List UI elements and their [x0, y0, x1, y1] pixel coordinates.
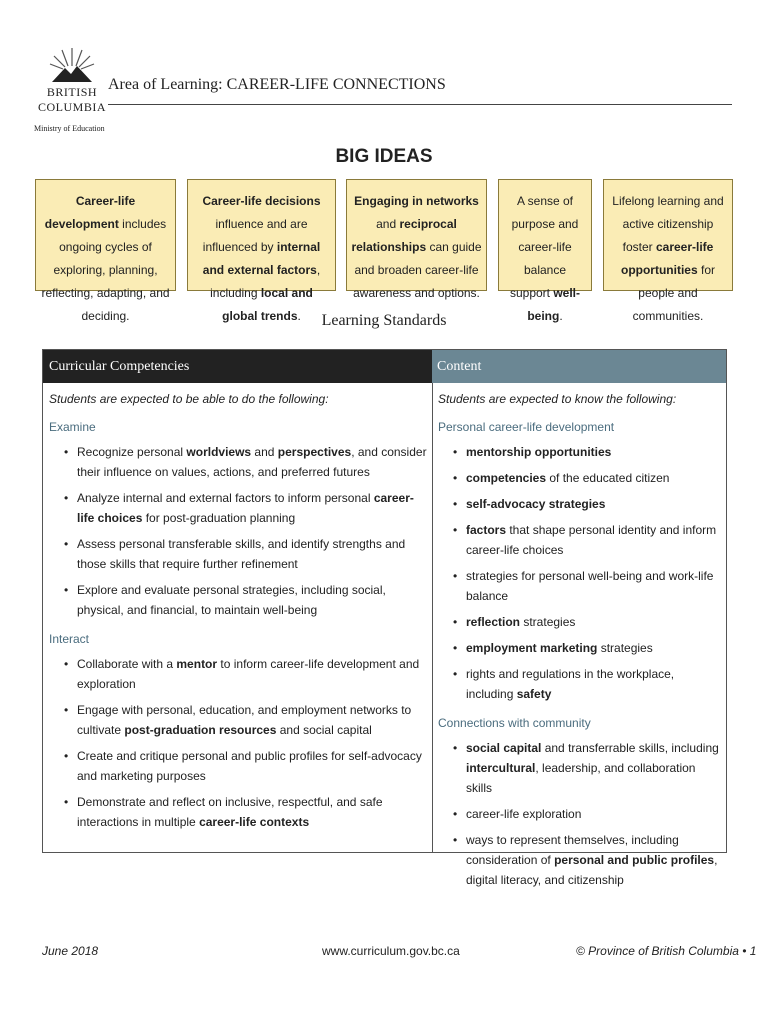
text-run: Recognize personal	[77, 445, 187, 459]
text-run: Engage with personal, education, and employment networks to cultivate	[77, 703, 412, 737]
big-idea-card	[498, 179, 592, 323]
list-item	[438, 664, 723, 704]
learning-standards-title: Learning Standards	[321, 312, 447, 329]
logo-line-british: BRITISH	[46, 85, 98, 99]
bullet-icon: •	[453, 667, 458, 681]
text-run: Demonstrate and reflect on inclusive, respectful, and safe interactions in multiple	[77, 795, 383, 829]
learning-standards-table	[42, 349, 727, 887]
text-run: that shape personal identity and inform career-life choices	[466, 523, 717, 557]
text-run: to inform career-life development and exploration	[77, 657, 420, 691]
logo-line-columbia: COLUMBIA	[37, 100, 106, 114]
area-of-learning-title: Area of Learning: CAREER-LIFE CONNECTIONS	[108, 76, 446, 93]
text-run: ways to represent themselves, including consideration of	[466, 833, 679, 867]
bold-term: local and global trends	[222, 286, 313, 323]
bold-term: well-being	[527, 286, 581, 323]
bullet-icon: •	[453, 615, 458, 629]
text-run: Explore and evaluate personal strategies, including social, physical, and financial, to maintain well-being	[77, 583, 386, 617]
bold-term: factors	[466, 523, 507, 537]
bullet-list	[438, 738, 723, 890]
content-header: Content	[432, 350, 726, 383]
section-heading: Interact	[49, 632, 90, 646]
competencies-column	[49, 390, 427, 838]
header-divider	[108, 104, 732, 105]
text-run: Lifelong learning and active citizenship foster	[612, 194, 724, 254]
list-item	[438, 804, 723, 824]
bold-term: competencies	[466, 471, 547, 485]
text-run: Assess personal transferable skills, and identify strengths and those skills that require further refinement	[77, 537, 406, 571]
text-run: and	[251, 445, 278, 459]
bullet-icon: •	[64, 537, 69, 551]
list-item	[438, 494, 723, 514]
text-run: can guide and broaden career-life awareness and options.	[353, 240, 482, 300]
bold-term: Engaging in networks	[354, 194, 479, 208]
text-run: Analyze internal and external factors to inform personal	[77, 491, 374, 505]
list-item	[49, 700, 427, 740]
list-item	[438, 468, 723, 488]
bullet-list	[438, 442, 723, 704]
content-intro: Students are expected to know the following:	[438, 392, 677, 406]
list-item	[438, 638, 723, 658]
bold-term: social capital	[466, 741, 542, 755]
big-idea-card	[187, 179, 336, 323]
bullet-icon: •	[453, 641, 458, 655]
text-run: strategies	[597, 641, 653, 655]
list-item	[438, 442, 723, 462]
bullet-icon: •	[64, 583, 69, 597]
bold-term: intercultural	[466, 761, 536, 775]
text-run: Collaborate with a	[77, 657, 177, 671]
list-item	[49, 488, 427, 528]
bc-logo	[34, 44, 110, 133]
bold-term: employment marketing	[466, 641, 598, 655]
bold-term: Career-life development	[44, 194, 136, 231]
text-run: includes ongoing cycles of exploring, planning, reflecting, adapting, and deciding.	[41, 217, 170, 323]
list-item	[49, 792, 427, 832]
bold-term: perspectives	[277, 445, 352, 459]
list-item	[438, 738, 723, 798]
bold-term: personal and public profiles	[554, 853, 715, 867]
text-run: .	[297, 309, 301, 323]
bullet-icon: •	[453, 471, 458, 485]
section-heading: Connections with community	[438, 716, 591, 730]
bold-term: worldviews	[186, 445, 252, 459]
list-item	[49, 580, 427, 620]
sun-mountain-icon	[49, 44, 95, 84]
bold-term: post-graduation resources	[124, 723, 277, 737]
bold-term: Career-life decisions	[202, 194, 321, 208]
bold-term: reciprocal relationships	[351, 217, 457, 254]
bullet-icon: •	[453, 445, 458, 459]
bullet-icon: •	[64, 657, 69, 671]
list-item	[438, 566, 723, 606]
text-run: for post-graduation planning	[142, 511, 296, 525]
bold-term: reflection	[466, 615, 521, 629]
text-run: , and consider their influence on values, actions, and preferred futures	[77, 445, 427, 479]
bullet-icon: •	[64, 445, 69, 459]
footer-url[interactable]: www.curriculum.gov.bc.ca	[322, 944, 460, 958]
bold-term: mentorship opportunities	[466, 445, 612, 459]
bold-term: internal and external factors	[202, 240, 321, 277]
text-run: career-life exploration	[466, 807, 582, 821]
text-run: and social capital	[276, 723, 372, 737]
big-idea-card	[346, 179, 487, 300]
bold-term: career-life choices	[77, 491, 414, 525]
bullet-icon: •	[453, 833, 458, 847]
competencies-intro: Students are expected to be able to do the following:	[49, 392, 329, 406]
bold-term: mentor	[176, 657, 218, 671]
text-run: influence and are influenced by	[202, 217, 308, 254]
big-idea-card	[603, 179, 733, 323]
bullet-icon: •	[453, 523, 458, 537]
list-item	[49, 654, 427, 694]
content-column	[438, 390, 723, 896]
curricular-competencies-header: Curricular Competencies	[43, 350, 432, 383]
list-item	[49, 746, 427, 786]
text-run: .	[559, 309, 563, 323]
text-run: A sense of purpose and career-life balance support	[509, 194, 579, 300]
text-run: Create and critique personal and public profiles for self-advocacy and marketing purposes	[77, 749, 422, 783]
column-divider	[432, 383, 433, 852]
bullet-icon: •	[453, 807, 458, 821]
text-run: of the educated citizen	[546, 471, 670, 485]
bold-term: safety	[516, 687, 552, 701]
footer-date: June 2018	[42, 944, 99, 958]
text-run: rights and regulations in the workplace, including	[466, 667, 675, 701]
list-item	[49, 534, 427, 574]
bold-term: career-life contexts	[199, 815, 310, 829]
section-heading: Examine	[49, 420, 96, 434]
bullet-icon: •	[64, 749, 69, 763]
big-ideas-title: BIG IDEAS	[335, 146, 433, 167]
bullet-icon: •	[453, 741, 458, 755]
section-heading: Personal career-life development	[438, 420, 615, 434]
text-run: , digital literacy, and citizenship	[466, 853, 718, 887]
big-idea-card	[35, 179, 176, 323]
bullet-icon: •	[64, 703, 69, 717]
text-run: and	[376, 217, 400, 231]
text-run: , leadership, and collaboration skills	[466, 761, 696, 795]
ministry-label: Ministry of Education	[34, 124, 105, 133]
bullet-list	[49, 442, 427, 620]
bullet-list	[49, 654, 427, 832]
bullet-icon: •	[453, 497, 458, 511]
footer-copyright: © Province of British Columbia • 1	[576, 944, 757, 958]
list-item	[438, 520, 723, 560]
list-item	[438, 612, 723, 632]
list-item	[438, 830, 723, 890]
list-item	[49, 442, 427, 482]
bold-term: career-life opportunities	[620, 240, 714, 277]
bullet-icon: •	[64, 795, 69, 809]
bullet-icon: •	[64, 491, 69, 505]
text-run: strategies	[520, 615, 576, 629]
text-run: , including	[210, 263, 321, 300]
text-run: and transferrable skills, including	[541, 741, 719, 755]
bold-term: self-advocacy strategies	[466, 497, 606, 511]
text-run: for people and communities.	[632, 263, 715, 323]
bullet-icon: •	[453, 569, 458, 583]
text-run: strategies for personal well-being and work-life balance	[466, 569, 714, 603]
